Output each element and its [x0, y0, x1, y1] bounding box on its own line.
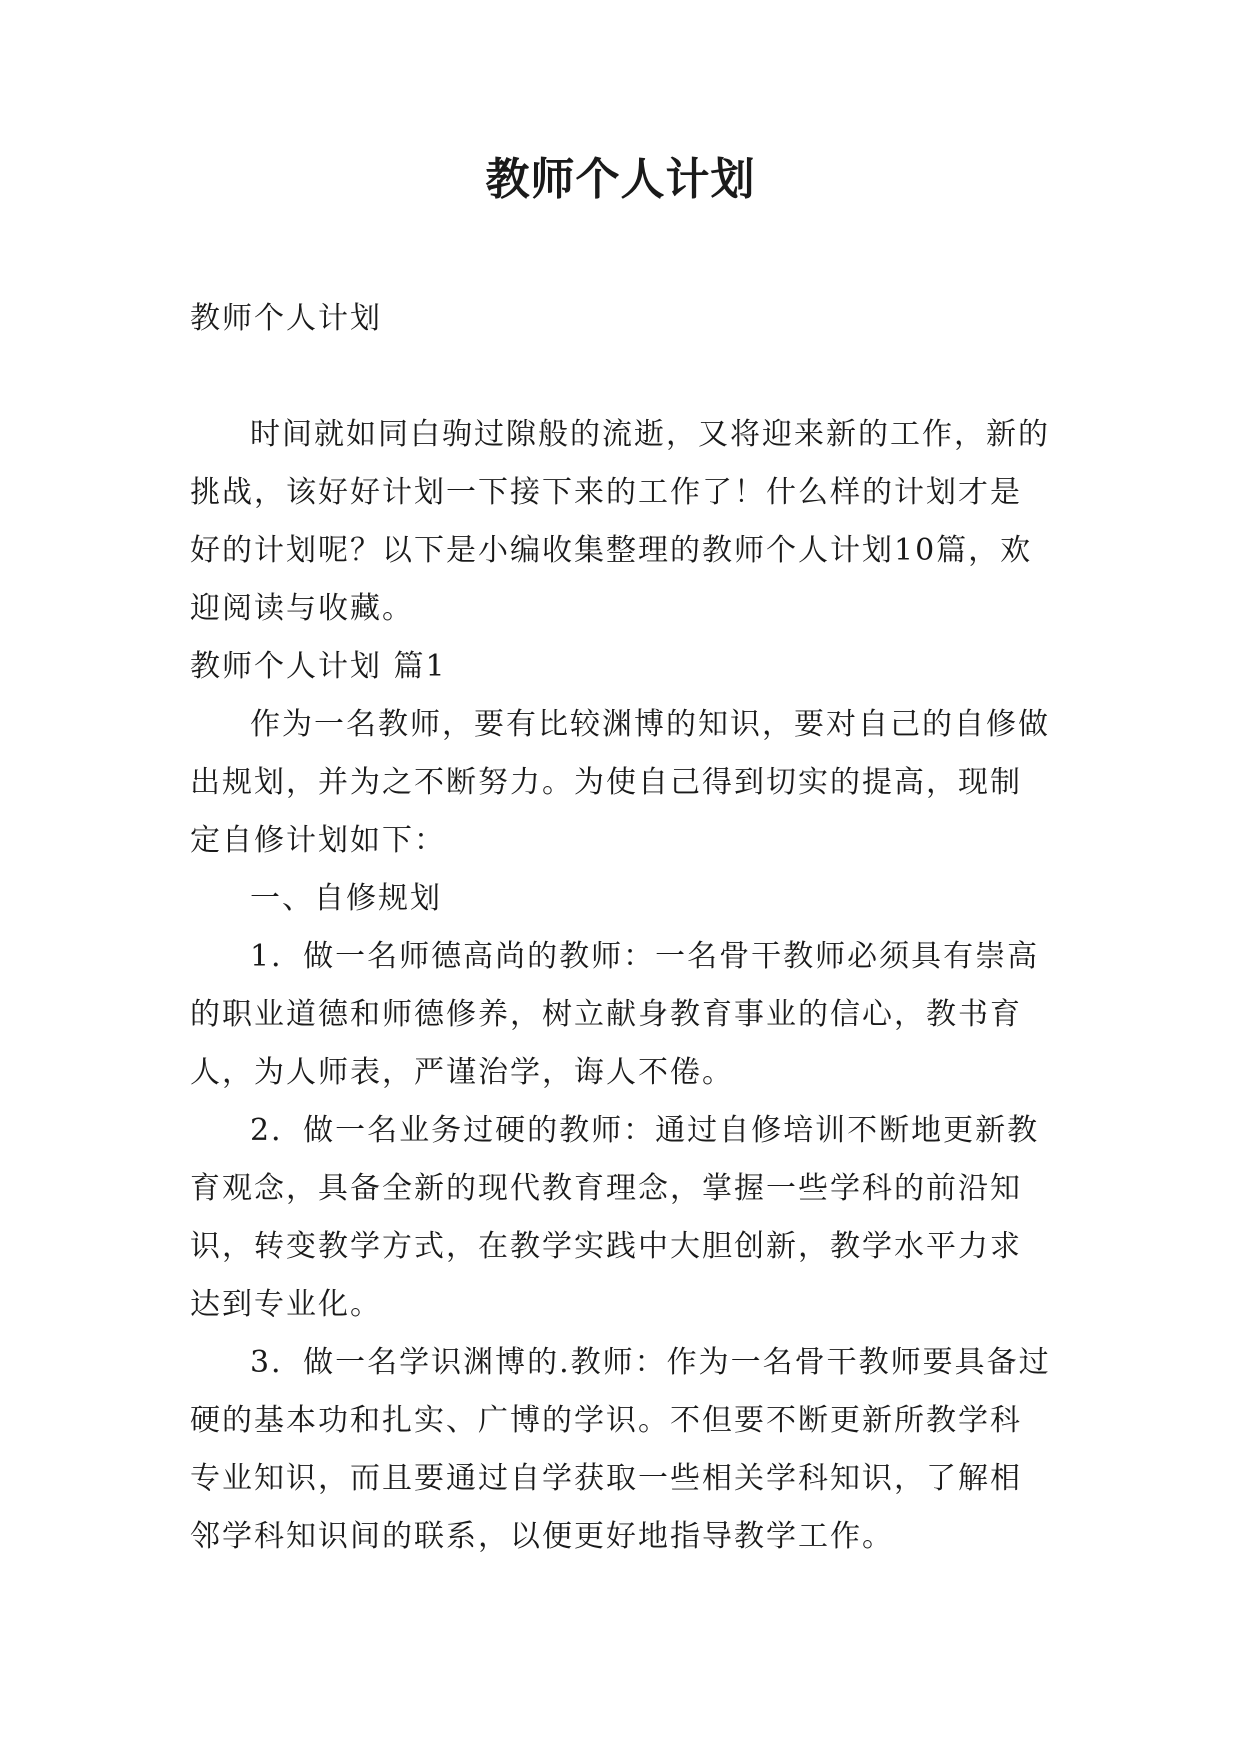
- section-subheading: 一、自修规划: [250, 881, 442, 916]
- document-subtitle: 教师个人计划: [190, 301, 382, 336]
- body-paragraph: 2．做一名业务过硬的教师：通过自修培训不断地更新教育观念，具备全新的现代教育理念，掌握一些学科的前沿知识，转变教学方式，在教学实践中大胆创新，教学水平力求达到专业化。: [190, 1113, 1040, 1322]
- intro-paragraph: 时间就如同白驹过隙般的流逝，又将迎来新的工作，新的挑战，该好好计划一下接下来的工作了！什么样的计划才是好的计划呢？以下是小编收集整理的教师个人计划10篇，欢迎阅读与收藏。: [190, 417, 1050, 626]
- body-paragraph: 作为一名教师，要有比较渊博的知识，要对自己的自修做出规划，并为之不断努力。为使自己得到切实的提高，现制定自修计划如下：: [190, 707, 1050, 858]
- body-paragraph: 1．做一名师德高尚的教师：一名骨干教师必须具有崇高的职业道德和师德修养，树立献身教育事业的信心，教书育人，为人师表，严谨治学，诲人不倦。: [190, 939, 1040, 1090]
- body-paragraph: 3．做一名学识渊博的.教师：作为一名骨干教师要具备过硬的基本功和扎实、广博的学识。不但要不断更新所教学科专业知识，而且要通过自学获取一些相关学科知识，了解相邻学科知识间的联系，以便更好地指导教学工作。: [190, 1345, 1051, 1554]
- section-heading: 教师个人计划 篇1: [190, 649, 447, 684]
- document-body: [190, 290, 1052, 1566]
- document-title: 教师个人计划: [485, 154, 756, 205]
